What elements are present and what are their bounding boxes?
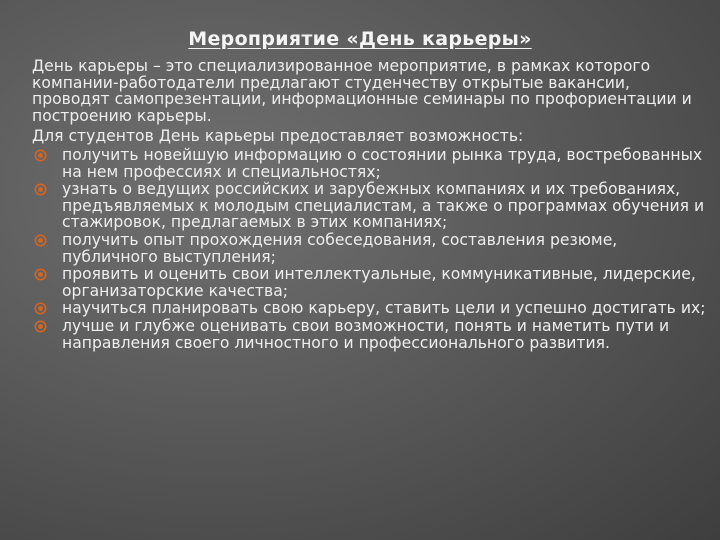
opportunities-lead: Для студентов День карьеры предоставляет возможность: [32,127,524,146]
list-item [32,232,708,265]
list-item [32,300,708,317]
slide-body [32,58,708,352]
slide-title: Мероприятие «День карьеры» [188,28,532,50]
circle-bullet-icon [34,183,47,196]
list-item-text: научиться планировать свою карьеру, ставить цели и успешно достигать их; [62,299,706,318]
circle-bullet-icon [34,320,47,333]
circle-bullet-icon [34,268,47,281]
list-item [32,318,708,351]
circle-bullet-icon [34,149,47,162]
circle-bullet-icon [34,302,47,315]
list-item-text: получить новейшую информацию о состоянии рынка труда, востребованных на нем профессиях и специальностях; [62,145,703,181]
list-item-text: проявить и оценить свои интеллектуальные, коммуникативные, лидерские, организаторские качества; [62,265,696,300]
list-item-text: узнать о ведущих российских и зарубежных компаниях и их требованиях, предъявляемых к молодым специалистам, а также о программах обучения и стажировок, предлагаемых в этих компаниях; [62,180,705,232]
list-item [32,147,708,180]
opportunities-list [32,147,708,351]
list-item-text: получить опыт прохождения собеседования, составления резюме, публичного выступления; [62,230,618,266]
circle-bullet-icon [34,234,47,247]
list-item [32,266,708,299]
list-item [32,181,708,231]
intro-paragraph: День карьеры – это специализированное мероприятие, в рамках которого компании-работодатели предлагают студенчеству открытые вакансии, проводят самопрезентации, информационные семинары по профориентации и построению карьеры. [32,57,692,125]
list-item-text: лучше и глубже оценивать свои возможности, понять и наметить пути и направления своего личностного и профессионального развития. [62,316,670,352]
